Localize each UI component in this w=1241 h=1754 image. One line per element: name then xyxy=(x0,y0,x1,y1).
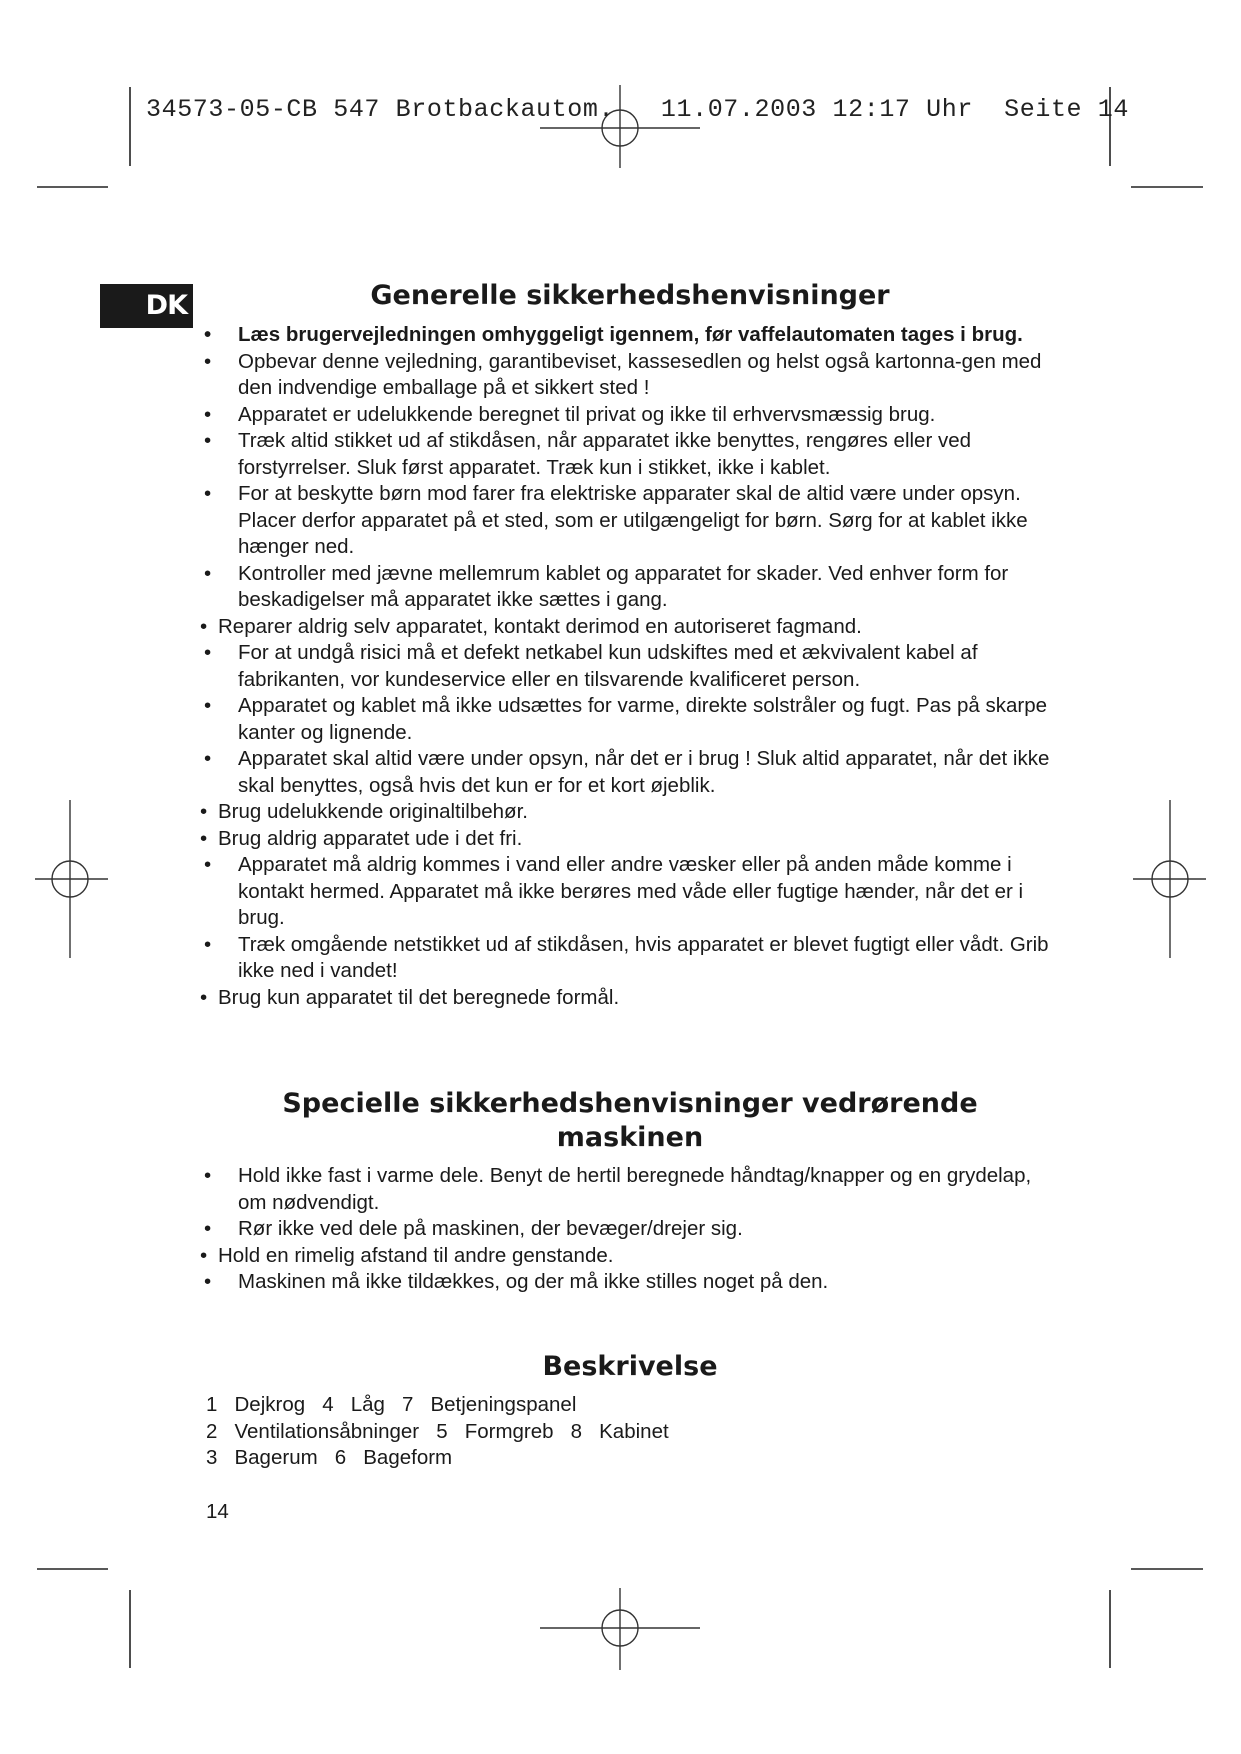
section-title-machine-safety-line1: Specielle sikkerhedshenvisninger vedrørende xyxy=(282,1088,978,1119)
list-item: • Apparatet må aldrig kommes i vand eller andre væsker eller på anden måde komme i kontakt hermed. Apparatet må ikke berøres med våde eller fugtige hænder, når det er i brug. xyxy=(200,852,1060,932)
general-safety-list xyxy=(200,322,1060,1011)
list-item: • Brug kun apparatet til det beregnede formål. xyxy=(200,985,1060,1012)
registration-mark-left xyxy=(35,800,108,958)
list-item: • Træk altid stikket ud af stikdåsen, når apparatet ikke benyttes, rengøres eller ved forstyrrelser. Sluk først apparatet. Træk kun i stikket, ikke i kablet. xyxy=(200,428,1060,481)
list-item: • Brug udelukkende originaltilbehør. xyxy=(200,799,1060,826)
list-item: • Brug aldrig apparatet ude i det fri. xyxy=(200,826,1060,853)
list-item: • Læs brugervejledningen omhyggeligt igennem, før vaffelautomaten tages i brug. xyxy=(200,322,1060,349)
list-item: • Træk omgående netstikket ud af stikdåsen, hvis apparatet er blevet fugtigt eller vådt. Grib ikke ned i vandet! xyxy=(200,932,1060,985)
parts-row: 1 Dejkrog 4 Låg 7 Betjeningspanel xyxy=(206,1393,577,1416)
registration-mark-right xyxy=(1133,800,1206,958)
list-item: • For at undgå risici må et defekt netkabel kun udskiftes med et ækvivalent kabel af fabrikanten, vor kundeservice eller en tilsvarende kvalificeret person. xyxy=(200,640,1060,693)
parts-description xyxy=(206,1392,669,1472)
list-item: • Rør ikke ved dele på maskinen, der bevæger/drejer sig. xyxy=(200,1216,1060,1243)
list-item: • Apparatet er udelukkende beregnet til privat og ikke til erhvervsmæssig brug. xyxy=(200,402,1060,429)
list-item: • For at beskytte børn mod farer fra elektriske apparater skal de altid være under opsyn. Placer derfor apparatet på et sted, som er utilgængeligt for børn. Sørg for at kablet ikke hænger ned. xyxy=(200,481,1060,561)
language-tab-label: DK xyxy=(145,290,187,321)
print-slug: 34573-05-CB 547 Brotbackautom. 11.07.2003 12:17 Uhr Seite 14 xyxy=(146,95,1129,124)
list-item: • Maskinen må ikke tildækkes, og der må ikke stilles noget på den. xyxy=(200,1269,1060,1296)
page-number: 14 xyxy=(206,1500,229,1523)
list-item: • Hold ikke fast i varme dele. Benyt de hertil beregnede håndtag/knapper og en grydelap, om nødvendigt. xyxy=(200,1163,1060,1216)
list-item: • Opbevar denne vejledning, garantibeviset, kassesedlen og helst også kartonna-gen med den indvendige emballage på et sikkert sted ! xyxy=(200,349,1060,402)
parts-row: 3 Bagerum 6 Bageform xyxy=(206,1446,453,1469)
section-title-description: Beskrivelse xyxy=(542,1351,718,1382)
section-title-general-safety: Generelle sikkerhedshenvisninger xyxy=(370,280,890,311)
section-title-machine-safety-line2: maskinen xyxy=(556,1122,704,1153)
parts-row: 2 Ventilationsåbninger 5 Formgreb 8 Kabinet xyxy=(206,1419,669,1443)
list-item: • Apparatet og kablet må ikke udsættes for varme, direkte solstråler og fugt. Pas på skarpe kanter og lignende. xyxy=(200,693,1060,746)
registration-mark-bottom xyxy=(540,1588,700,1670)
language-tab xyxy=(100,284,193,328)
machine-safety-list xyxy=(200,1163,1060,1296)
list-item: • Kontroller med jævne mellemrum kablet og apparatet for skader. Ved enhver form for beskadigelser må apparatet ikke sættes i gang. xyxy=(200,561,1060,614)
list-item: • Apparatet skal altid være under opsyn, når det er i brug ! Sluk altid apparatet, når det ikke skal benyttes, også hvis det kun er for et kort øjeblik. xyxy=(200,746,1060,799)
list-item: • Reparer aldrig selv apparatet, kontakt derimod en autoriseret fagmand. xyxy=(200,614,1060,641)
list-item: • Hold en rimelig afstand til andre genstande. xyxy=(200,1243,1060,1270)
